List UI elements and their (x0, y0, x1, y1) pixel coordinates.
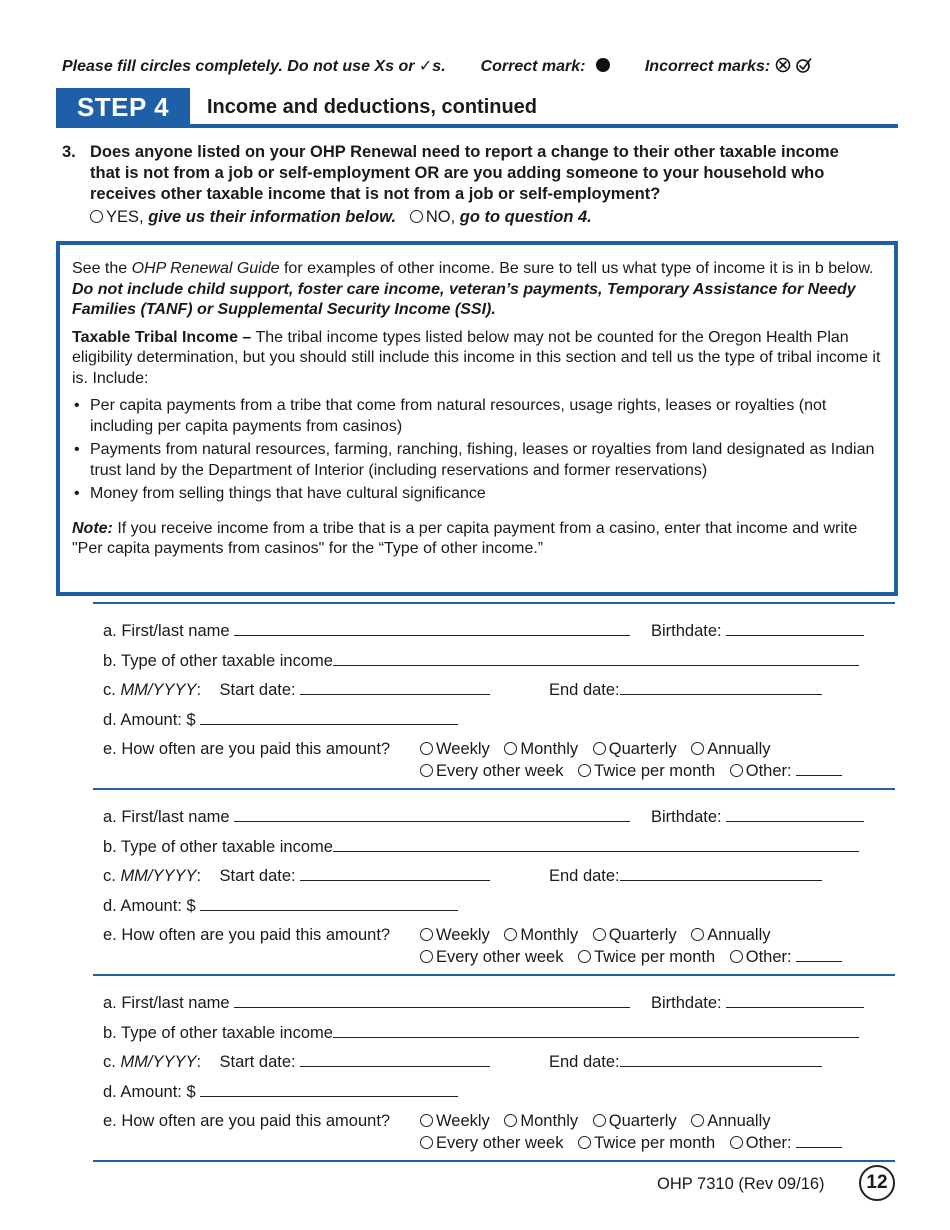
start-date-field[interactable] (300, 866, 490, 881)
quarterly-radio[interactable] (593, 1114, 606, 1127)
monthly-label: Monthly (520, 1112, 579, 1130)
twice-per-month-label: Twice per month (594, 762, 716, 780)
name-field[interactable] (234, 993, 630, 1008)
info-p1-exclusions: Do not include child support, foster care income, veteran’s payments, Temporary Assistance for Needy Families (TANF) or Supplemental Security Income (SSI). (72, 280, 856, 318)
info-p1-mid: for examples of other income. Be sure to tell us what type of income it is in b below. (279, 260, 874, 277)
name-field[interactable] (234, 621, 630, 636)
income-type-field[interactable] (333, 837, 859, 852)
yes-instruction: give us their information below. (148, 208, 397, 226)
c-prefix: c. (103, 681, 116, 699)
end-date-field[interactable] (620, 866, 822, 881)
type-label: b. Type of other taxable income (103, 838, 333, 856)
weekly-radio[interactable] (420, 742, 433, 755)
end-date-label: End date: (549, 1053, 620, 1071)
other-field[interactable] (796, 1133, 842, 1148)
incorrect-marks-label: Incorrect marks: (644, 58, 771, 75)
page-number: 12 (859, 1165, 895, 1201)
c-prefix: c. (103, 1053, 116, 1071)
start-date-label: Start date: (219, 681, 296, 699)
twice-per-month-label: Twice per month (594, 1134, 716, 1152)
end-date-field[interactable] (620, 680, 822, 695)
no-instruction: go to question 4. (459, 208, 592, 226)
name-label: a. First/last name (103, 622, 230, 640)
every-other-week-label: Every other week (436, 948, 564, 966)
c-prefix: c. (103, 867, 116, 885)
annually-label: Annually (707, 740, 771, 758)
frequency-label: e. How often are you paid this amount? (103, 740, 391, 758)
date-format: MM/YYYY (120, 867, 197, 885)
s-or-text: s or (385, 58, 415, 75)
question-text: Does anyone listed on your OHP Renewal need to report a change to their other taxable income that is not from a job or self-employment OR are you adding someone to your household who receives other taxable income that is not from a job or self-employment? (90, 143, 839, 203)
income-type-field[interactable] (333, 1023, 859, 1038)
no-label: NO, (425, 208, 456, 226)
amount-field[interactable] (200, 896, 458, 911)
start-date-field[interactable] (300, 1052, 490, 1067)
birthdate-label: Birthdate: (651, 994, 722, 1012)
frequency-label: e. How often are you paid this amount? (103, 1112, 391, 1130)
info-p1-start: See the (72, 260, 132, 277)
date-format: MM/YYYY (120, 1053, 197, 1071)
other-income-info-box (56, 241, 898, 596)
weekly-radio[interactable] (420, 1114, 433, 1127)
yes-radio[interactable] (90, 210, 103, 223)
birthdate-label: Birthdate: (651, 808, 722, 826)
amount-field[interactable] (200, 710, 458, 725)
quarterly-label: Quarterly (608, 926, 677, 944)
twice-per-month-radio[interactable] (578, 764, 591, 777)
twice-per-month-radio[interactable] (578, 950, 591, 963)
form-code: OHP 7310 (Rev 09/16) (657, 1175, 825, 1193)
quarterly-radio[interactable] (593, 742, 606, 755)
annually-label: Annually (707, 926, 771, 944)
correct-mark-label: Correct mark: (480, 58, 586, 75)
start-date-label: Start date: (219, 1053, 296, 1071)
birthdate-label: Birthdate: (651, 622, 722, 640)
every-other-week-radio[interactable] (420, 764, 433, 777)
yes-label: YES, (106, 208, 144, 226)
weekly-label: Weekly (436, 926, 490, 944)
note-label: Note: (72, 519, 113, 537)
info-note (72, 519, 882, 560)
birthdate-field[interactable] (726, 621, 864, 636)
crossed-circle-icon (775, 57, 791, 73)
end-date-label: End date: (549, 867, 620, 885)
c-colon: : (196, 681, 202, 699)
end-date-field[interactable] (620, 1052, 822, 1067)
question-3-answers (90, 208, 592, 227)
quarterly-radio[interactable] (593, 928, 606, 941)
monthly-radio[interactable] (504, 928, 517, 941)
annually-radio[interactable] (691, 1114, 704, 1127)
amount-field[interactable] (200, 1082, 458, 1097)
monthly-label: Monthly (520, 740, 579, 758)
weekly-label: Weekly (436, 740, 490, 758)
info-paragraph-2 (72, 328, 882, 390)
amount-label: d. Amount: $ (103, 711, 196, 729)
other-field[interactable] (796, 761, 842, 776)
fill-instruction-text: Please fill circles completely. Do not use (62, 58, 370, 75)
annually-label: Annually (707, 1112, 771, 1130)
start-date-field[interactable] (300, 680, 490, 695)
info-paragraph-1 (72, 259, 882, 321)
other-label: Other: (745, 762, 792, 780)
list-item: • Per capita payments from a tribe that come from natural resources, usage rights, leases or royalties (not including per capita payments from casinos) (72, 396, 882, 437)
c-colon: : (196, 867, 202, 885)
tribal-income-heading: Taxable Tribal Income – (72, 328, 252, 346)
birthdate-field[interactable] (726, 807, 864, 822)
fill-instructions (62, 56, 892, 82)
question-number: 3. (62, 143, 76, 161)
every-other-week-radio[interactable] (420, 1136, 433, 1149)
start-date-label: Start date: (219, 867, 296, 885)
weekly-label: Weekly (436, 1112, 490, 1130)
quarterly-label: Quarterly (608, 740, 677, 758)
checked-circle-icon (795, 57, 813, 73)
every-other-week-radio[interactable] (420, 950, 433, 963)
no-radio[interactable] (410, 210, 423, 223)
filled-circle-icon (596, 58, 610, 72)
renewal-guide-reference: OHP Renewal Guide (131, 260, 280, 277)
other-radio[interactable] (730, 950, 743, 963)
s-end-text: s. (432, 58, 446, 75)
end-date-label: End date: (549, 681, 620, 699)
c-colon: : (196, 1053, 202, 1071)
other-radio[interactable] (730, 764, 743, 777)
annually-radio[interactable] (691, 928, 704, 941)
amount-label: d. Amount: $ (103, 897, 196, 915)
list-item: • Money from selling things that have cultural significance (72, 484, 882, 505)
amount-label: d. Amount: $ (103, 1083, 196, 1101)
tribal-income-list (72, 396, 882, 505)
bottom-divider (93, 1160, 895, 1162)
x-glyph: X (374, 58, 386, 75)
monthly-radio[interactable] (504, 742, 517, 755)
step-badge: STEP 4 (56, 88, 190, 128)
other-label: Other: (745, 948, 792, 966)
other-label: Other: (745, 1134, 792, 1152)
other-field[interactable] (796, 947, 842, 962)
date-format: MM/YYYY (120, 681, 197, 699)
income-entry-3 (93, 974, 895, 1160)
income-entry-2 (93, 788, 895, 974)
every-other-week-label: Every other week (436, 1134, 564, 1152)
monthly-radio[interactable] (504, 1114, 517, 1127)
list-item: • Payments from natural resources, farming, ranching, fishing, leases or royalties from land designated as Indian trust land by the Department of Interior (including reservations and former reservations) (72, 440, 882, 481)
monthly-label: Monthly (520, 926, 579, 944)
annually-radio[interactable] (691, 742, 704, 755)
twice-per-month-radio[interactable] (578, 1136, 591, 1149)
income-type-field[interactable] (333, 651, 859, 666)
twice-per-month-label: Twice per month (594, 948, 716, 966)
name-label: a. First/last name (103, 808, 230, 826)
step-header (56, 88, 898, 128)
quarterly-label: Quarterly (608, 1112, 677, 1130)
check-glyph: ✓ (418, 58, 433, 75)
name-label: a. First/last name (103, 994, 230, 1012)
step-title: Income and deductions, continued (207, 96, 538, 118)
income-entry-1 (93, 602, 895, 788)
weekly-radio[interactable] (420, 928, 433, 941)
every-other-week-label: Every other week (436, 762, 564, 780)
birthdate-field[interactable] (726, 993, 864, 1008)
other-radio[interactable] (730, 1136, 743, 1149)
type-label: b. Type of other taxable income (103, 652, 333, 670)
name-field[interactable] (234, 807, 630, 822)
note-text: If you receive income from a tribe that is a per capita payment from a casino, enter that income and write "Per capita payments from casinos" for the “Type of other income.” (72, 519, 858, 557)
type-label: b. Type of other taxable income (103, 1024, 333, 1042)
tribal-income-text: The tribal income types listed below may not be counted for the Oregon Health Plan eligibility determination, but you should still include this income in this section and tell us the type of tribal income it is. Include: (72, 328, 881, 387)
frequency-label: e. How often are you paid this amount? (103, 926, 391, 944)
